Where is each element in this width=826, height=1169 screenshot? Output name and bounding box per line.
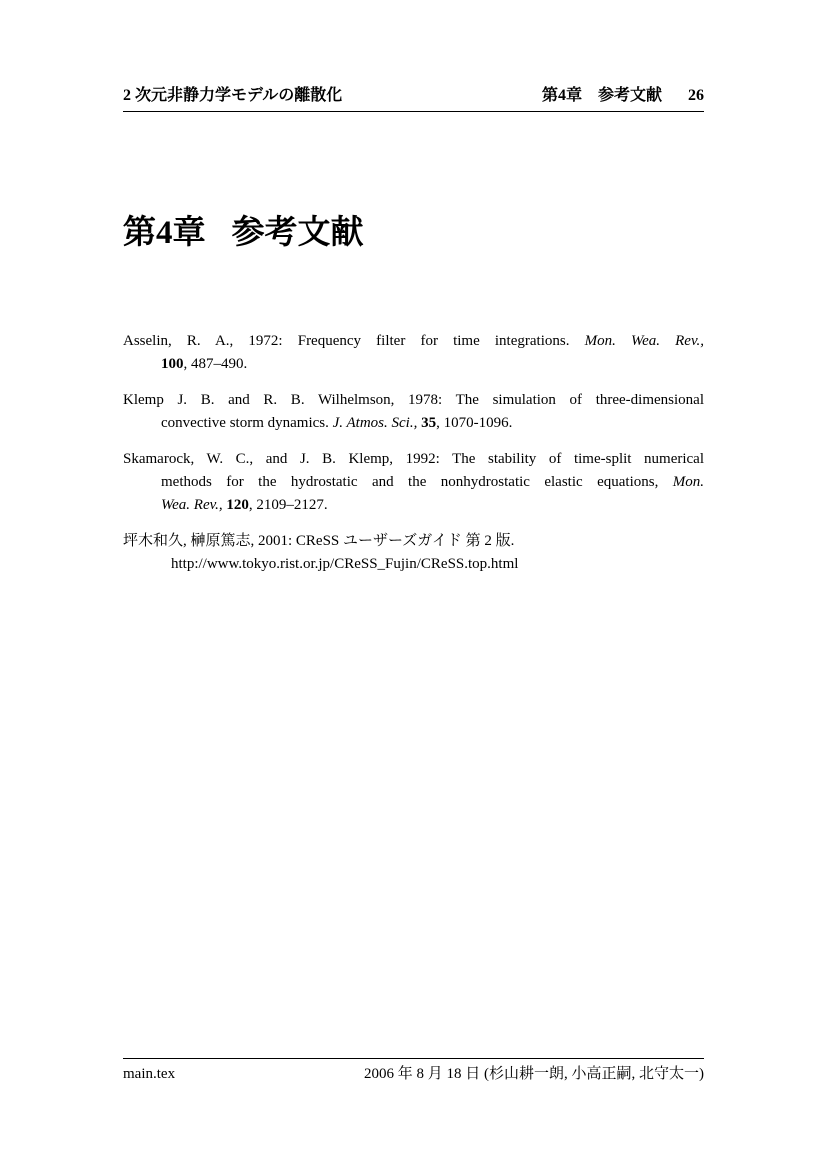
running-header <box>123 87 704 112</box>
reference-entry <box>123 530 704 576</box>
ref-text-segment: , 2109–2127. <box>248 497 328 513</box>
ref-text-segment: Asselin, R. A., 1972: Frequency filter for time integrations. <box>123 333 585 349</box>
reference-line <box>123 448 704 471</box>
journal-name: J. Atmos. Sci., <box>332 415 422 431</box>
reference-line <box>123 530 704 553</box>
ref-text-segment: , 487–490. <box>183 356 248 372</box>
journal-name: Mon. Wea. Rev., <box>584 333 705 349</box>
chapter-title-number: 第4章 <box>123 215 206 251</box>
reference-entry <box>123 330 704 376</box>
header-document-title: 2 次元非静力学モデルの離散化 <box>123 87 343 104</box>
ref-text-segment: methods for the hydrostatic and the nonhydrostatic elastic equations, <box>161 474 673 490</box>
chapter-title-text: 参考文献 <box>231 215 364 251</box>
header-page-number: 26 <box>688 87 704 104</box>
reference-line <box>123 389 704 412</box>
header-chapter-label: 第4章 <box>541 87 582 104</box>
ref-text-segment: 坪木和久, 榊原篤志, 2001: CReSS ユーザーズガイド 第 2 版. <box>123 533 515 549</box>
volume-number: 35 <box>421 415 437 431</box>
volume-number: 100 <box>161 356 184 372</box>
reference-url: http://www.tokyo.rist.or.jp/CReSS_Fujin/CReSS.top.html <box>171 556 519 572</box>
reference-entry <box>123 389 704 435</box>
journal-name: Wea. Rev., <box>161 497 227 513</box>
reference-line <box>123 330 704 353</box>
reference-line <box>123 494 704 517</box>
reference-line <box>123 412 704 435</box>
ref-text-segment: convective storm dynamics. <box>161 415 333 431</box>
ref-text-segment: Skamarock, W. C., and J. B. Klemp, 1992: The stability of time-split numerical <box>123 451 704 467</box>
volume-number: 120 <box>226 497 249 513</box>
ref-text-segment: , 1070-1096. <box>436 415 513 431</box>
journal-name: Mon. <box>672 474 704 490</box>
reference-line <box>123 471 704 494</box>
footer-filename: main.tex <box>123 1066 176 1082</box>
chapter-title <box>123 213 364 253</box>
header-section-label: 参考文献 <box>597 87 662 104</box>
reference-line <box>123 353 704 376</box>
header-chapter-group <box>542 87 704 105</box>
footer-date-authors: 2006 年 8 月 18 日 (杉山耕一朗, 小高正嗣, 北守太一) <box>364 1066 704 1082</box>
references-list <box>123 330 704 589</box>
ref-text-segment: Klemp J. B. and R. B. Wilhelmson, 1978: The simulation of three-dimensional <box>123 392 704 408</box>
page-footer <box>123 1058 704 1083</box>
reference-entry <box>123 448 704 517</box>
reference-line <box>123 553 704 576</box>
